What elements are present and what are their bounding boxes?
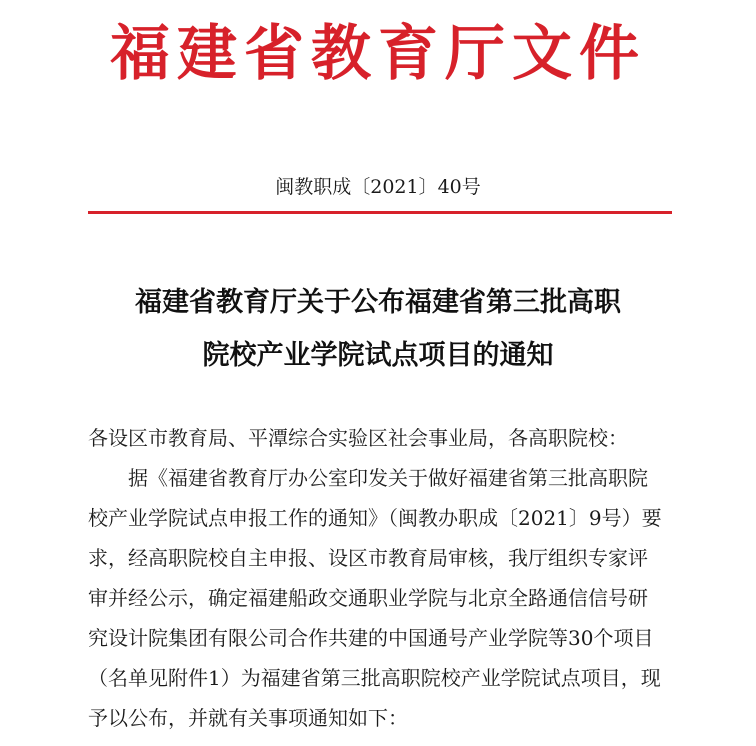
- paragraph-line: 究设计院集团有限公司合作共建的中国通号产业学院等30个项目: [88, 626, 654, 650]
- paragraph-line: 求，经高职院校自主申报、设区市教育局审核，我厅组织专家评: [88, 546, 648, 570]
- document-number: 闽教职成〔2021〕40号: [275, 176, 481, 198]
- notice-title-line-1: 福建省教育厅关于公布福建省第三批高职: [135, 287, 621, 318]
- paragraph-line: 予以公布，并就有关事项通知如下：: [88, 706, 408, 730]
- red-divider-line: [88, 211, 672, 214]
- issuer-heading: 福建省教育厅文件: [110, 19, 646, 89]
- salutation: 各设区市教育局、平潭综合实验区社会事业局，各高职院校：: [88, 426, 628, 450]
- paragraph-line: 校产业学院试点申报工作的通知》（闽教办职成〔2021〕9号）要: [88, 506, 662, 530]
- notice-title-line-2: 院校产业学院试点项目的通知: [202, 340, 554, 371]
- paragraph-line: 审并经公示，确定福建船政交通职业学院与北京全路通信信号研: [88, 586, 648, 610]
- paragraph-line: （名单见附件1）为福建省第三批高职院校产业学院试点项目，现: [88, 666, 661, 690]
- paragraph-line: 据《福建省教育厅办公室印发关于做好福建省第三批高职院: [128, 466, 648, 490]
